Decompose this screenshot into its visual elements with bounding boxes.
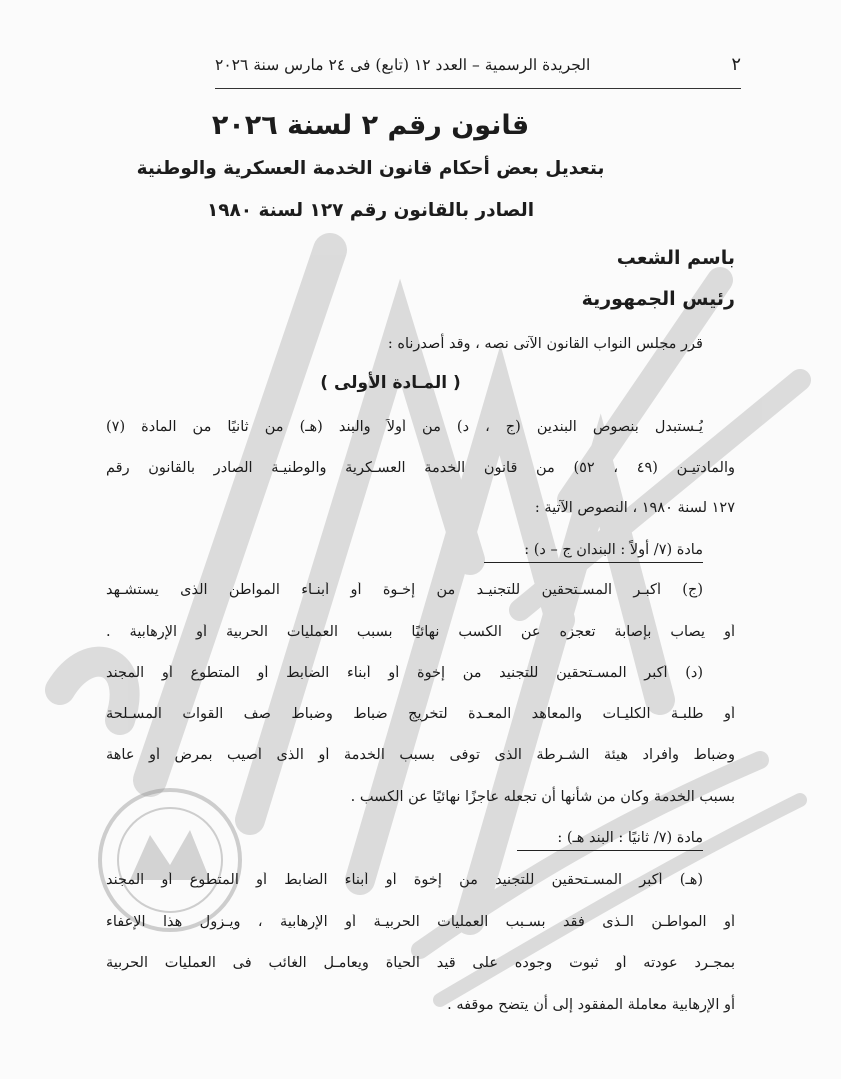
seal-stamp xyxy=(100,790,240,930)
gazette-issue-title: الجريدة الرسمية – العدد ١٢ (تابع) فى ٢٤ مارس سنة ٢٠٢٦ xyxy=(215,56,591,74)
body-line: وضباط وأفراد هيئة الشـرطة الذى توفى بسبب الخدمة أو الذى أصيب بمرض أو عاهة xyxy=(106,747,735,763)
body-line: أو الإرهابية معاملة المفقود إلى أن يتضح موقفه . xyxy=(447,997,735,1013)
law-subtitle: بتعديل بعض أحكام قانون الخدمة العسكرية والوطنية xyxy=(136,158,605,179)
running-header xyxy=(215,48,741,89)
body-line: أو طلبـة الكليـات والمعاهد المعـدة لتخريج ضباط وضباط صف القوات المسـلحة xyxy=(106,706,735,722)
law-title: قانون رقم ٢ لسنة ٢٠٢٦ xyxy=(211,110,530,141)
body-line: ١٢٧ لسنة ١٩٨٠ ، النصوص الآتية : xyxy=(534,500,735,516)
president-heading: رئيس الجمهورية xyxy=(581,288,735,310)
body-line: (د) أكبر المسـتحقين للتجنيد من إخوة أو أبناء الضابط أو المتطوع أو المجند xyxy=(106,665,703,681)
law-subtitle-issued: الصادر بالقانون رقم ١٢٧ لسنة ١٩٨٠ xyxy=(206,200,535,221)
article-7-1-heading xyxy=(484,542,703,558)
body-line: أو يصاب بإصابة تعجزه عن الكسب نهائيًا بسبب العمليات الحربية أو الإرهابية . xyxy=(106,624,735,640)
body-line: والمادتيـن (٤٩ ، ٥٢) من قانون الخدمة العسـكرية والوطنيـة الصادر بالقانون رقم xyxy=(106,460,735,476)
body-line: بسبب الخدمة وكان من شأنها أن تجعله عاجزًا نهائيًا عن الكسب . xyxy=(350,789,735,805)
page-number: ٢ xyxy=(731,54,741,75)
preamble: قرر مجلس النواب القانون الآتى نصه ، وقد أصدرناه : xyxy=(387,336,703,352)
in-the-name-heading: باسم الشعب xyxy=(616,247,735,269)
body-line: يُـستبدل بنصوص البندين (ج ، د) من أولاً والبند (هـ) من ثانيًا من المادة (٧) xyxy=(106,419,703,435)
body-line: (هـ) أكبر المسـتحقين للتجنيد من إخوة أو أبناء الضابط أو المتطوع أو المجند xyxy=(106,872,703,888)
body-line: بمجـرد عودته أو ثبوت وجوده على قيد الحياة ويعامـل الغائب فى العمليات الحربية xyxy=(106,955,735,971)
article-1-title: ( المـادة الأولى ) xyxy=(320,373,461,393)
body-line: أو المواطـن الـذى فقد بسـبب العمليات الحربيـة أو الإرهابية ، ويـزول هذا الإعفاء xyxy=(106,914,735,930)
article-7-2-heading xyxy=(517,830,703,846)
body-line: (ج) أكبـر المسـتحقين للتجنيـد من إخـوة أو أبنـاء المواطن الذى يستشـهد xyxy=(106,582,703,598)
article-7-1-label: مادة (٧/ أولاً : البندان ج – د) : xyxy=(484,542,703,563)
article-7-2-label: مادة (٧/ ثانيًا : البند هـ) : xyxy=(517,830,703,851)
